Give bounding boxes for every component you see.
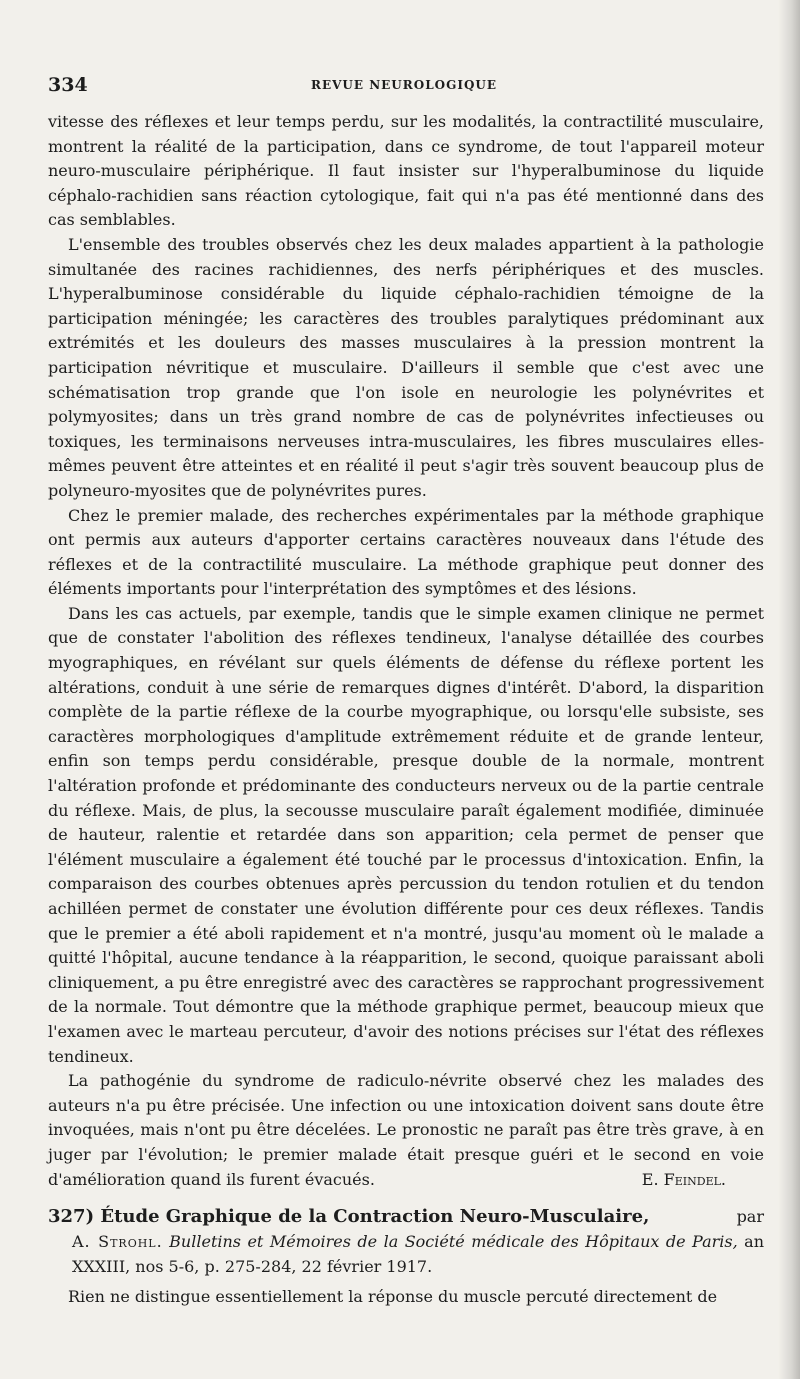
entry-citation — [48, 1230, 764, 1279]
page-edge-shadow — [778, 0, 800, 1379]
entry-title: Étude Graphique de la Contraction Neuro-Musculaire, — [100, 1206, 650, 1228]
entry-first-line: Rien ne distingue essentiellement la réponse du muscle percuté directement de — [68, 1287, 718, 1307]
running-title: REVUE NEUROLOGIQUE — [310, 78, 498, 92]
entry-title-line — [48, 1204, 764, 1230]
entry-volume: an XXXIII, nos 5-6, p. 275-284, 22 février 1917. — [72, 1232, 764, 1276]
paragraph: vitesse des réflexes et leur temps perdu, sur les modalités, la contractilité musculaire, montrent la réalité de la participation, dans ce syndrome, de tout l'appareil moteur neuro-musculaire périphérique. Il faut insister sur l'hyperalbuminose du liquide céphalo-rachidien sans réaction cytologique, fait qui n'a pas été mentionné dans des cas semblables. — [48, 112, 764, 230]
entry-number: 327) — [48, 1206, 95, 1228]
entry-by: par — [736, 1207, 764, 1227]
paragraph: L'ensemble des troubles observés chez les deux malades appartient à la pathologie simultanée des racines rachidiennes, des nerfs périphériques et des muscles. L'hyperalbuminose considérable du liquide céphalo-rachidien témoigne de la participation méningée; les caractères des troubles paralytiques prédominant aux extrémités et les douleurs des masses musculaires à la pression montrent la participation névritique et musculaire. D'ailleurs il semble que c'est avec une schématisation trop grande que l'on isole en neurologie les polynévrites et polymyosites; dans un très grand nombre de cas de polynévrites infectieuses ou toxiques, les terminaisons nerveuses intra-musculaires, les fibres musculaires elles-mêmes peuvent être atteintes et en réalité il peut s'agir très souvent beaucoup plus de polyneuro-myosites que de polynévrites pures. — [48, 234, 764, 500]
article-body — [48, 110, 764, 1310]
paragraph — [48, 1069, 764, 1192]
review-entry — [48, 1204, 764, 1310]
paragraph-text: La pathogénie du syndrome de radiculo-névrite observé chez les malades des auteurs n'a pu être précisée. Une infection ou une intoxication doivent sans doute être invoquées, mais n'ont pu être décelées. Le pronostic ne paraît pas être très grave, à en juger par l'évolution; le premier malade était presque guéri et le second en voie d'amélioration quand ils furent évacués. — [48, 1071, 764, 1189]
closing-paragraph-row — [48, 1069, 764, 1192]
signature: E. Feindel. — [641, 1169, 726, 1189]
entry-author: A. Strohl. — [72, 1232, 163, 1252]
paragraph: Dans les cas actuels, par exemple, tandis que le simple examen clinique ne permet que de constater l'abolition des réflexes tendineux, l'analyse détaillée des courbes myographiques, en révélant sur quels éléments de défense du réflexe portent les altérations, conduit à une série de remarques dignes d'intérêt. D'abord, la disparition complète de la partie réflexe de la courbe myographique, ou lorsqu'elle subsiste, ses caractères morphologiques d'amplitude extrêmement réduite et de grande lenteur, enfin son temps perdu considérable, presque double de la normale, montrent l'altération profonde et prédominante des conducteurs nerveux ou de la partie centrale du réflexe. Mais, de plus, la secousse musculaire paraît également modifiée, diminuée de hauteur, ralentie et retardée dans son apparition; cela permet de penser que l'élément musculaire a également été touché par le processus d'intoxication. Enfin, la comparaison des courbes obtenues après percussion du tendon rotulien et du tendon achilléen permet de constater une évolution différente pour ces deux réflexes. Tandis que le premier a été aboli rapidement et n'a montré, jusqu'au moment où le malade a quitté l'hôpital, aucune tendance à la réapparition, le second, quoique paraissant aboli cliniquement, a pu être enregistré avec des caractères se rapprochant progressivement de la normale. Tout démontre que la méthode graphique permet, beaucoup mieux que l'examen avec le marteau percuteur, d'avoir des notions précises sur l'état des réflexes tendineux. — [48, 603, 764, 1066]
paragraph: Chez le premier malade, des recherches expérimentales par la méthode graphique ont permis aux auteurs d'apporter certains caractères nouveaux dans l'étude des réflexes et de la contractilité musculaire. La méthode graphique peut donner des éléments importants pour l'interprétation des symptômes et des lésions. — [48, 505, 764, 599]
entry-journal: Bulletins et Mémoires de la Société médicale des Hôpitaux de Paris, — [169, 1232, 738, 1252]
page-number: 334 — [48, 74, 88, 96]
page-header — [48, 74, 760, 98]
